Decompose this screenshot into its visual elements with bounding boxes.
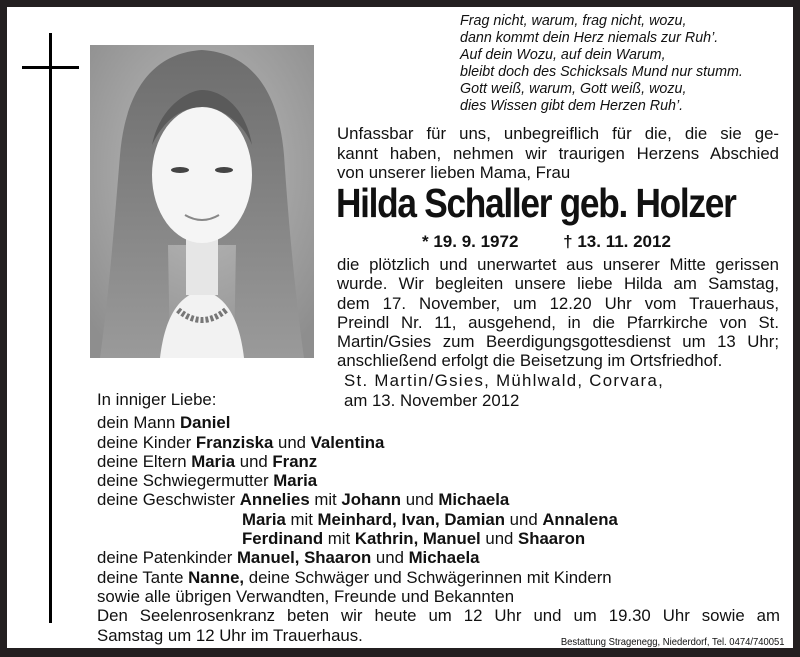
family-heading: In inniger Liebe: — [97, 390, 217, 409]
portrait-image — [90, 45, 314, 358]
deceased-name: Hilda Schaller geb. Holzer — [336, 180, 736, 226]
life-dates — [422, 232, 671, 252]
details-line: Martin/Gsies zum Beerdigungsgottesdienst um 13 Uhr; — [337, 332, 779, 352]
funeral-details — [337, 255, 779, 371]
family-row: Ferdinand mit Kathrin, Manuel und Shaaron — [242, 529, 586, 549]
details-line: anschließend erfolgt die Beisetzung im Ortsfriedhof. — [337, 351, 723, 371]
details-line: dem 17. November, um 12.20 Uhr vom Trauerhaus, — [337, 293, 779, 313]
rosary-line: Den Seelenrosenkranz beten wir heute um 12 Uhr und um 19.30 Uhr sowie am — [97, 606, 780, 625]
intro-line: kannt haben, nehmen wir traurigen Herzens Abschied — [337, 143, 779, 163]
birth-date: * 19. 9. 1972 — [422, 232, 519, 251]
intro-line: Unfassbar für uns, unbegreiflich für die, die sie ge- — [337, 124, 779, 143]
intro-line: von unserer lieben Mama, Frau — [337, 163, 571, 182]
poem-quote — [460, 13, 743, 115]
family-row: deine Kinder Franziska und Valentina — [97, 432, 385, 452]
funeral-home-credit: Bestattung Stragenegg, Niederdorf, Tel. 0474/740051 — [560, 636, 784, 648]
cross-icon-horizontal — [22, 66, 79, 69]
family-row: Maria mit Meinhard, Ivan, Damian und Annalena — [242, 509, 618, 529]
date-line: am 13. November 2012 — [344, 390, 520, 410]
cross-icon-vertical — [49, 33, 52, 623]
family-row: deine Patenkinder Manuel, Shaaron und Michaela — [97, 548, 480, 568]
details-line: Preindl Nr. 11, ausgehend, in die Pfarrkirche von St. — [337, 312, 779, 332]
details-line: wurde. Wir begleiten unsere liebe Hilda am Samstag, — [337, 274, 779, 294]
poem-line: bleibt doch des Schicksals Mund nur stumm. — [460, 64, 743, 80]
place-line: St. Martin/Gsies, Mühlwald, Corvara, — [344, 371, 665, 390]
portrait-photo — [90, 45, 314, 358]
obituary-page — [7, 7, 793, 648]
details-line: die plötzlich und unerwartet aus unserer Mitte gerissen — [337, 255, 779, 274]
intro-paragraph — [337, 124, 779, 183]
family-row: deine Schwiegermutter Maria — [97, 471, 318, 491]
rosary-line: Samstag um 12 Uhr im Trauerhaus. — [97, 625, 363, 645]
poem-line: Gott weiß, warum, Gott weiß, wozu, — [460, 81, 687, 97]
poem-line: dies Wissen gibt dem Herzen Ruh’. — [460, 98, 684, 114]
family-list — [97, 390, 618, 606]
poem-line: Frag nicht, warum, frag nicht, wozu, — [460, 13, 687, 29]
family-row: deine Tante Nanne, deine Schwäger und Schwägerinnen mit Kindern — [97, 567, 612, 587]
family-row: sowie alle übrigen Verwandten, Freunde und Bekannten — [97, 586, 515, 606]
poem-line: Auf dein Wozu, auf dein Warum, — [460, 47, 666, 63]
poem-line: dann kommt dein Herz niemals zur Ruh’. — [460, 30, 719, 46]
death-date: † 13. 11. 2012 — [563, 232, 671, 251]
family-row: dein Mann Daniel — [97, 413, 231, 433]
family-row: deine Geschwister Annelies mit Johann und Michaela — [97, 490, 510, 510]
family-row: deine Eltern Maria und Franz — [97, 451, 318, 471]
